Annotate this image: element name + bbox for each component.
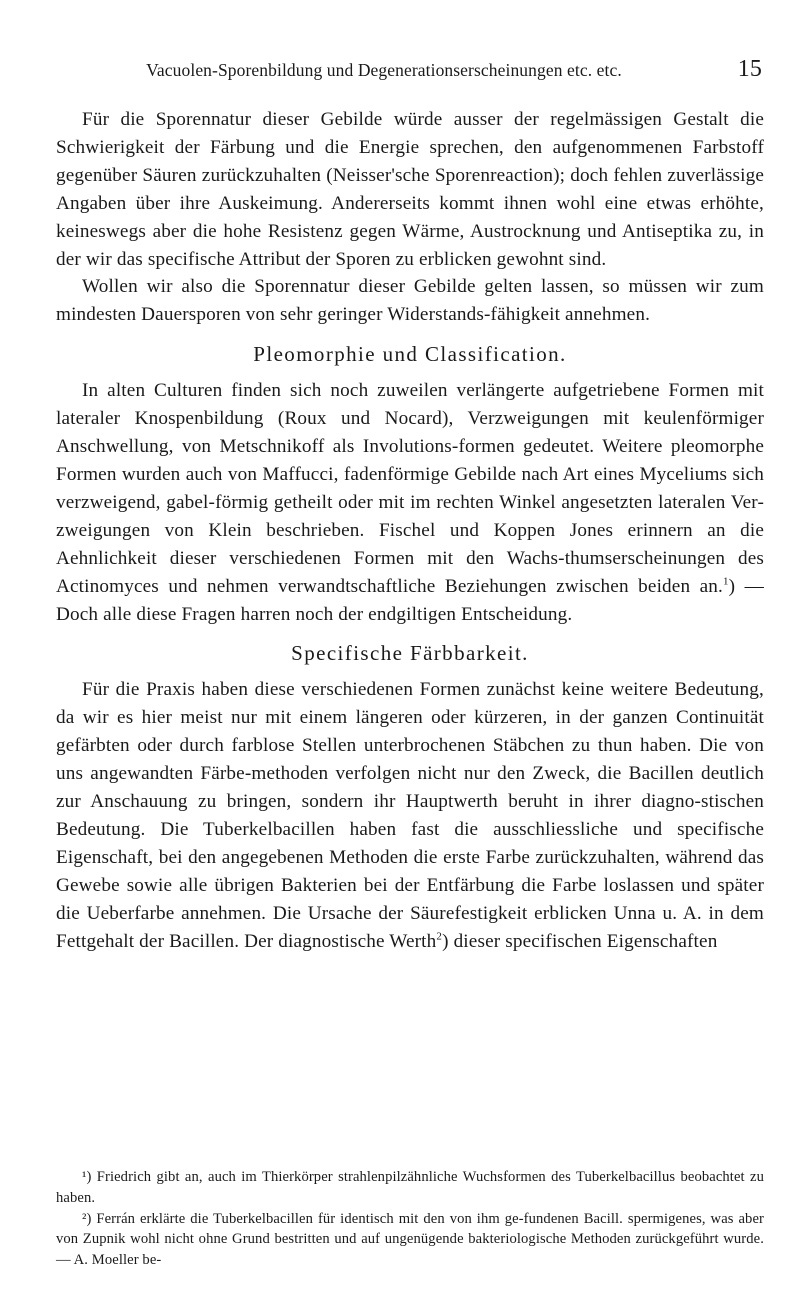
- footnote-ref-1: 1: [723, 575, 729, 588]
- paragraph-text: — Doch alle diese Fragen harren noch der endgiltigen Entscheidung.: [56, 575, 764, 625]
- footnote-ref-2: 2: [436, 930, 443, 943]
- page-number: 15: [737, 56, 762, 82]
- paragraph-text: Für die Praxis haben diese verschiedenen Formen zunächst keine weitere Bedeutung, da wir es hier meist nur mit einem längeren oder kürzeren, in der ganzen Continuität gefärbten oder durch farblose Stellen unterbrochenen Stäbchen zu thun haben. Die von uns angewandten Färbe-methoden verfolgen nicht nur den Zweck, die Bacillen deutlich zur Anschauung zu bringen, sondern ihr Hauptwerth beruht in ihrer diagno-stischen Bedeutung. Die Tuberkelbacillen haben fast die ausschliessliche und specifische Eigenschaft, bei den angegebenen Methoden die erste Farbe zurückzuhalten, während das Gewebe sowie alle übrigen Bakterien bei der Entfärbung die Farbe loslassen und später die Ueberfarbe annehmen. Die Ursache der Säurefestigkeit erblicken Unna u. A. in dem Fettgehalt der Bacillen. Der diagnostische Werth: [56, 679, 764, 952]
- running-title: Vacuolen-Sporenbildung und Degenerationserscheinungen etc. etc.: [146, 60, 622, 80]
- paragraph-text: ) dieser specifischen Eigenschaften: [442, 930, 718, 952]
- section-heading-pleomorphie: Pleomorphie und Classification.: [253, 342, 567, 367]
- paragraph-text: In alten Culturen finden sich noch zuweilen verlängerte aufgetriebene Formen mit lateraler Knospenbildung (Roux und Nocard), Verzweigungen mit keulenförmiger Anschwellung, von Metschnikoff als Involutions-formen gedeutet. Weitere pleomorphe Formen wurden auch von Maffucci, fadenförmige Gebilde nach Art eines Myceliums sich verzweigend, gabel-förmig getheilt oder mit im rechten Winkel angesetzten lateralen Ver-zweigungen von Klein beschrieben. Fischel und Koppen Jones erinnern an die Aehnlichkeit dieser verschiedenen Formen mit den Wachs-thumserscheinungen des Actinomyces und nehmen verwandtschaftliche Beziehungen zwischen beiden an.: [56, 380, 764, 597]
- body-text: [56, 106, 764, 955]
- paragraph-dauersporen: Wollen wir also die Sporennatur dieser Gebilde gelten lassen, so müssen wir zum mindesten Dauersporen von sehr geringer Widerstands-fähigkeit annehmen.: [56, 276, 764, 326]
- paragraph-sporennatur: Für die Sporennatur dieser Gebilde würde ausser der regelmässigen Gestalt die Schwierigkeit der Färbung und die Energie sprechen, den aufgenommenen Farbstoff gegenüber Säuren zurückzuhalten (Neisser'sche Sporenreaction); doch fehlen zuverlässige Angaben über ihre Auskeimung. Andererseits kommt ihnen wohl eine etwas erhöhte, keineswegs aber die hohe Resistenz gegen Wärme, Austrocknung und Antiseptika zu, in der wir das specifische Attribut der Sporen zu erblicken gewohnt sind.: [56, 109, 764, 270]
- footnote-2: ²) Ferrán erklärte die Tuberkelbacillen für identisch mit den von ihm ge-fundenen Bacill. spermigenes, was aber von Zupnik wohl nicht ohne Grund bestritten und auf ungenügende bakteriologische Methoden zurückgeführt wurde. — A. Moeller be-: [56, 1210, 764, 1269]
- paragraph-pleomorphe-formen: In alten Culturen finden sich noch zuweilen verlängerte aufgetriebene Formen mit lateraler Knospenbildung (Roux und Nocard), Verzweigungen mit keulenförmiger Anschwellung, von Metschnikoff als Involutions-formen gedeutet. Weitere pleomorphe Formen wurden auch von Maffucci, fadenförmige Gebilde nach Art eines Myceliums sich verzweigend, gabel-förmig getheilt oder mit im rechten Winkel angesetzten lateralen Ver-zweigungen von Klein beschrieben. Fischel und Koppen Jones erinnern an die Aehnlichkeit dieser verschiedenen Formen mit den Wachs-thumserscheinungen des Actinomyces und nehmen verwandtschaftliche Beziehungen zwischen beiden an.$^1$) — Doch alle diese Fragen harren noch der endgiltigen Entscheidung.: [56, 380, 764, 625]
- footnotes: [56, 1167, 764, 1271]
- paragraph-faerbemethoden: [56, 676, 764, 955]
- footnote-1: ¹) Friedrich gibt an, auch im Thierkörper strahlenpilzähnliche Wuchsformen des Tuberkelbacillus beobachtet zu haben.: [56, 1169, 764, 1206]
- section-heading-faerbbarkeit: Specifische Färbbarkeit.: [291, 641, 529, 666]
